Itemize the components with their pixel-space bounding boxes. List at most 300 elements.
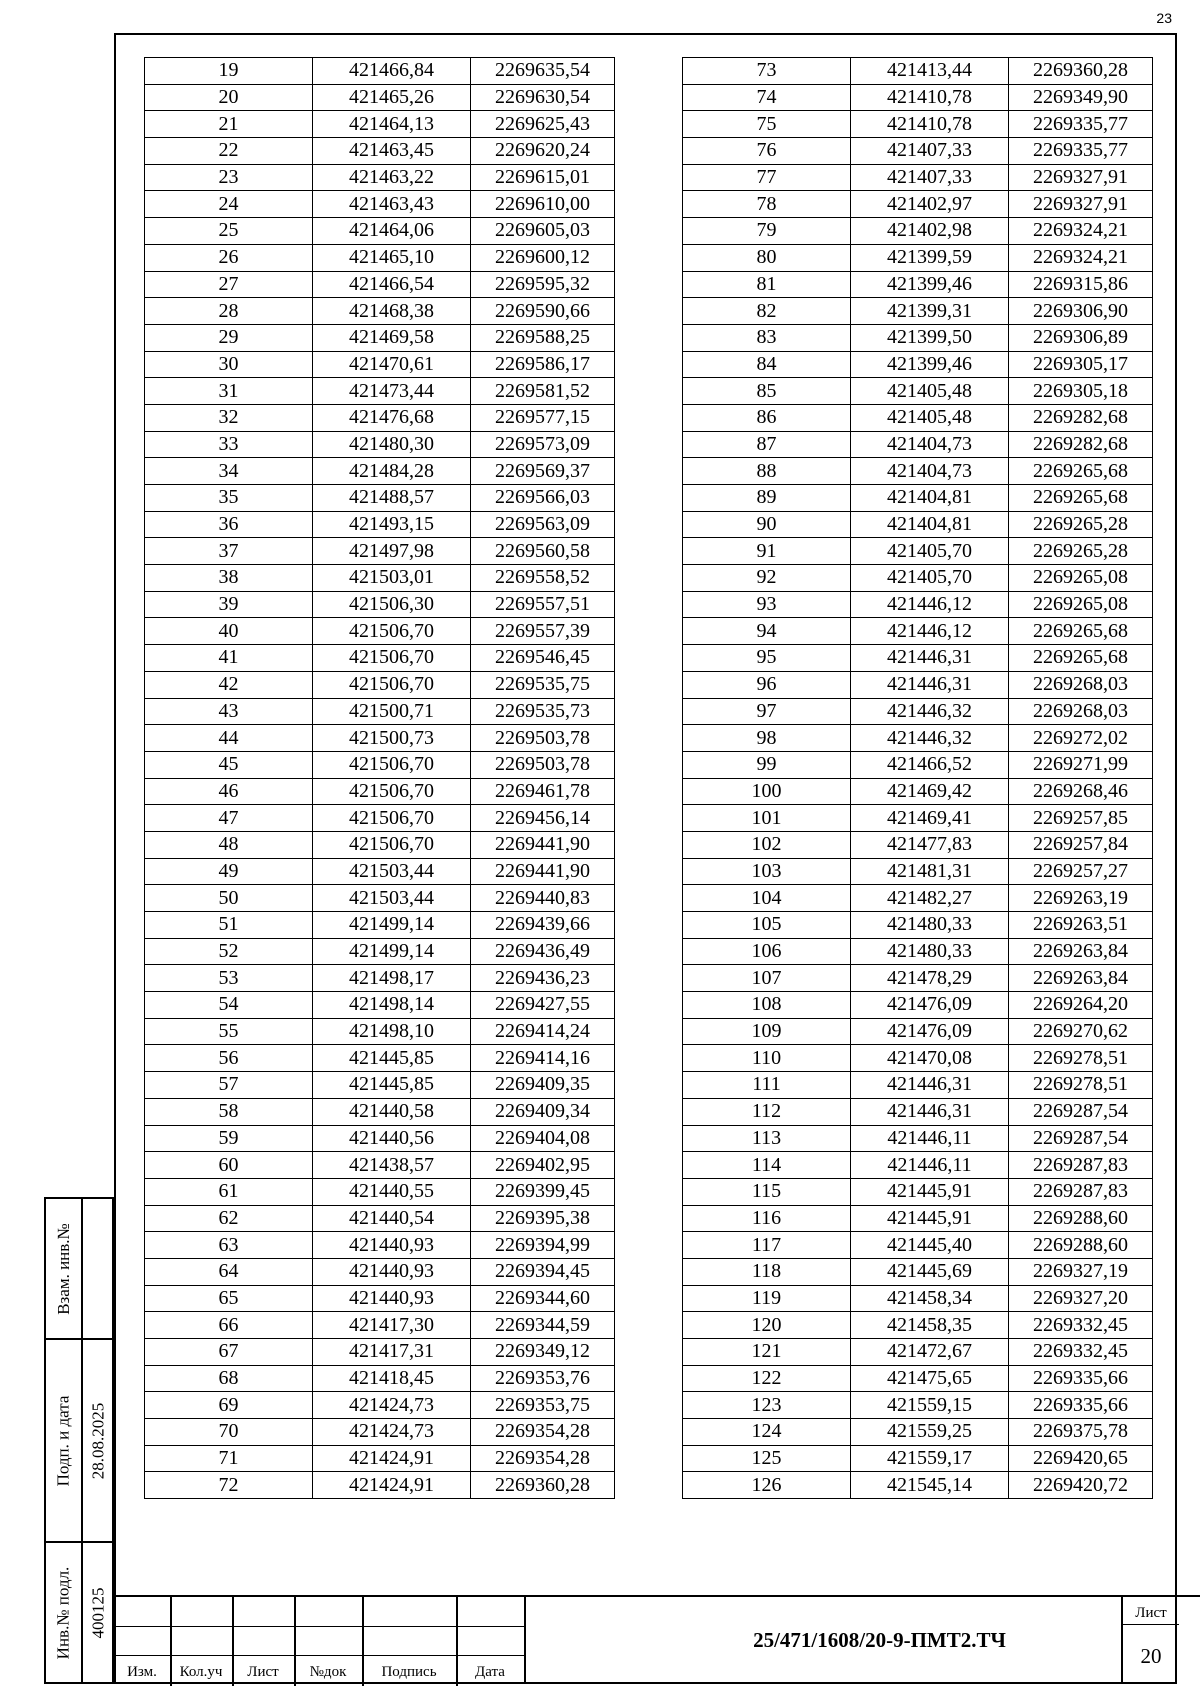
point-number: 46 bbox=[145, 778, 313, 805]
table-row bbox=[683, 698, 1153, 725]
point-number: 103 bbox=[683, 858, 851, 885]
podp-value: 28.08.2025 bbox=[88, 1402, 108, 1479]
coord-x: 421476,68 bbox=[313, 404, 471, 431]
point-number: 78 bbox=[683, 191, 851, 218]
point-number: 73 bbox=[683, 58, 851, 85]
coord-x: 421446,31 bbox=[851, 645, 1009, 672]
coord-x: 421464,06 bbox=[313, 218, 471, 245]
coord-y: 2269399,45 bbox=[471, 1178, 615, 1205]
point-number: 124 bbox=[683, 1419, 851, 1446]
table-row bbox=[683, 1045, 1153, 1072]
coord-x: 421410,78 bbox=[851, 111, 1009, 138]
coord-y: 2269335,77 bbox=[1009, 111, 1153, 138]
title-block-grid bbox=[114, 1595, 524, 1684]
coord-y: 2269305,18 bbox=[1009, 378, 1153, 405]
point-number: 34 bbox=[145, 458, 313, 485]
coord-x: 421506,70 bbox=[313, 778, 471, 805]
coord-x: 421404,81 bbox=[851, 485, 1009, 512]
coord-x: 421481,31 bbox=[851, 858, 1009, 885]
point-number: 94 bbox=[683, 618, 851, 645]
vzam-label: Взам. инв.№ bbox=[53, 1222, 73, 1315]
coord-x: 421559,15 bbox=[851, 1392, 1009, 1419]
coord-y: 2269306,90 bbox=[1009, 298, 1153, 325]
point-number: 87 bbox=[683, 431, 851, 458]
point-number: 22 bbox=[145, 138, 313, 165]
table-row bbox=[145, 58, 615, 85]
coord-y: 2269265,08 bbox=[1009, 591, 1153, 618]
coord-x: 421410,78 bbox=[851, 84, 1009, 111]
coord-y: 2269327,20 bbox=[1009, 1285, 1153, 1312]
point-number: 30 bbox=[145, 351, 313, 378]
point-number: 41 bbox=[145, 645, 313, 672]
coord-x: 421473,44 bbox=[313, 378, 471, 405]
table-row bbox=[145, 1472, 615, 1499]
coord-y: 2269573,09 bbox=[471, 431, 615, 458]
coord-y: 2269440,83 bbox=[471, 885, 615, 912]
table-row bbox=[683, 191, 1153, 218]
coord-y: 2269563,09 bbox=[471, 511, 615, 538]
coord-x: 421500,73 bbox=[313, 725, 471, 752]
coord-y: 2269420,72 bbox=[1009, 1472, 1153, 1499]
table-row bbox=[683, 805, 1153, 832]
table-row bbox=[683, 378, 1153, 405]
table-row bbox=[145, 645, 615, 672]
table-row bbox=[683, 431, 1153, 458]
coord-y: 2269278,51 bbox=[1009, 1072, 1153, 1099]
coord-y: 2269305,17 bbox=[1009, 351, 1153, 378]
coord-x: 421440,93 bbox=[313, 1285, 471, 1312]
point-number: 69 bbox=[145, 1392, 313, 1419]
coord-y: 2269324,21 bbox=[1009, 218, 1153, 245]
point-number: 74 bbox=[683, 84, 851, 111]
table-row bbox=[683, 885, 1153, 912]
coord-y: 2269287,54 bbox=[1009, 1098, 1153, 1125]
table-row bbox=[683, 778, 1153, 805]
point-number: 54 bbox=[145, 992, 313, 1019]
table-row bbox=[145, 751, 615, 778]
point-number: 59 bbox=[145, 1125, 313, 1152]
coord-x: 421417,30 bbox=[313, 1312, 471, 1339]
coord-y: 2269263,84 bbox=[1009, 965, 1153, 992]
point-number: 125 bbox=[683, 1445, 851, 1472]
point-number: 89 bbox=[683, 485, 851, 512]
coord-x: 421499,14 bbox=[313, 938, 471, 965]
table-row bbox=[683, 1312, 1153, 1339]
table-row bbox=[145, 618, 615, 645]
table-row bbox=[683, 1178, 1153, 1205]
coord-y: 2269272,02 bbox=[1009, 725, 1153, 752]
coord-y: 2269282,68 bbox=[1009, 404, 1153, 431]
coord-x: 421440,58 bbox=[313, 1098, 471, 1125]
point-number: 117 bbox=[683, 1232, 851, 1259]
point-number: 101 bbox=[683, 805, 851, 832]
point-number: 51 bbox=[145, 912, 313, 939]
point-number: 126 bbox=[683, 1472, 851, 1499]
table-row bbox=[683, 565, 1153, 592]
point-number: 77 bbox=[683, 164, 851, 191]
coord-y: 2269327,91 bbox=[1009, 191, 1153, 218]
coord-y: 2269265,68 bbox=[1009, 458, 1153, 485]
coord-y: 2269288,60 bbox=[1009, 1232, 1153, 1259]
coord-y: 2269590,66 bbox=[471, 298, 615, 325]
point-number: 114 bbox=[683, 1152, 851, 1179]
coord-x: 421445,85 bbox=[313, 1045, 471, 1072]
coord-x: 421404,81 bbox=[851, 511, 1009, 538]
sheet-box bbox=[1121, 1595, 1177, 1684]
coord-x: 421559,17 bbox=[851, 1445, 1009, 1472]
coord-x: 421405,70 bbox=[851, 538, 1009, 565]
point-number: 118 bbox=[683, 1258, 851, 1285]
table-row bbox=[683, 404, 1153, 431]
point-number: 109 bbox=[683, 1018, 851, 1045]
point-number: 75 bbox=[683, 111, 851, 138]
point-number: 80 bbox=[683, 244, 851, 271]
table-row bbox=[145, 271, 615, 298]
point-number: 32 bbox=[145, 404, 313, 431]
table-row bbox=[683, 992, 1153, 1019]
coord-y: 2269335,77 bbox=[1009, 138, 1153, 165]
coord-x: 421545,14 bbox=[851, 1472, 1009, 1499]
point-number: 72 bbox=[145, 1472, 313, 1499]
point-number: 36 bbox=[145, 511, 313, 538]
coord-y: 2269441,90 bbox=[471, 858, 615, 885]
coord-x: 421440,56 bbox=[313, 1125, 471, 1152]
point-number: 108 bbox=[683, 992, 851, 1019]
coord-x: 421559,25 bbox=[851, 1419, 1009, 1446]
table-row bbox=[683, 511, 1153, 538]
coord-y: 2269282,68 bbox=[1009, 431, 1153, 458]
coord-y: 2269327,91 bbox=[1009, 164, 1153, 191]
coord-y: 2269427,55 bbox=[471, 992, 615, 1019]
table-row bbox=[683, 1365, 1153, 1392]
point-number: 47 bbox=[145, 805, 313, 832]
coord-y: 2269354,28 bbox=[471, 1445, 615, 1472]
coord-x: 421407,33 bbox=[851, 164, 1009, 191]
point-number: 88 bbox=[683, 458, 851, 485]
table-row bbox=[145, 404, 615, 431]
point-number: 83 bbox=[683, 324, 851, 351]
sheet-number: 20 bbox=[1140, 1644, 1162, 1668]
table-row bbox=[145, 378, 615, 405]
coord-x: 421477,83 bbox=[851, 831, 1009, 858]
point-number: 29 bbox=[145, 324, 313, 351]
table-row bbox=[145, 1339, 615, 1366]
coord-y: 2269404,08 bbox=[471, 1125, 615, 1152]
table-row bbox=[683, 244, 1153, 271]
coord-x: 421405,48 bbox=[851, 404, 1009, 431]
table-row bbox=[683, 671, 1153, 698]
point-number: 92 bbox=[683, 565, 851, 592]
coord-y: 2269461,78 bbox=[471, 778, 615, 805]
coord-y: 2269265,28 bbox=[1009, 511, 1153, 538]
point-number: 52 bbox=[145, 938, 313, 965]
point-number: 110 bbox=[683, 1045, 851, 1072]
point-number: 120 bbox=[683, 1312, 851, 1339]
table-row bbox=[145, 1445, 615, 1472]
coord-y: 2269265,68 bbox=[1009, 618, 1153, 645]
table-row bbox=[145, 244, 615, 271]
coord-y: 2269360,28 bbox=[471, 1472, 615, 1499]
col-label-podpis: Подпись bbox=[381, 1664, 437, 1680]
coord-x: 421407,33 bbox=[851, 138, 1009, 165]
coord-x: 421472,67 bbox=[851, 1339, 1009, 1366]
coord-x: 421466,84 bbox=[313, 58, 471, 85]
table-row bbox=[683, 1205, 1153, 1232]
point-number: 115 bbox=[683, 1178, 851, 1205]
coord-y: 2269610,00 bbox=[471, 191, 615, 218]
coord-y: 2269263,84 bbox=[1009, 938, 1153, 965]
table-row bbox=[683, 1339, 1153, 1366]
coord-x: 421405,70 bbox=[851, 565, 1009, 592]
coord-y: 2269287,83 bbox=[1009, 1178, 1153, 1205]
coord-x: 421402,98 bbox=[851, 218, 1009, 245]
table-row bbox=[683, 138, 1153, 165]
table-row bbox=[145, 1312, 615, 1339]
coord-y: 2269503,78 bbox=[471, 751, 615, 778]
table-row bbox=[145, 671, 615, 698]
point-number: 98 bbox=[683, 725, 851, 752]
point-number: 122 bbox=[683, 1365, 851, 1392]
coord-x: 421476,09 bbox=[851, 992, 1009, 1019]
coord-x: 421470,61 bbox=[313, 351, 471, 378]
col-label-data: Дата bbox=[475, 1664, 505, 1680]
coord-x: 421463,45 bbox=[313, 138, 471, 165]
point-number: 58 bbox=[145, 1098, 313, 1125]
coord-y: 2269263,51 bbox=[1009, 912, 1153, 939]
coord-x: 421399,46 bbox=[851, 351, 1009, 378]
coord-x: 421506,70 bbox=[313, 645, 471, 672]
point-number: 97 bbox=[683, 698, 851, 725]
coord-y: 2269441,90 bbox=[471, 831, 615, 858]
table-row bbox=[683, 298, 1153, 325]
coord-y: 2269420,65 bbox=[1009, 1445, 1153, 1472]
point-number: 85 bbox=[683, 378, 851, 405]
table-row bbox=[145, 1205, 615, 1232]
point-number: 49 bbox=[145, 858, 313, 885]
page-number: 23 bbox=[1156, 10, 1172, 26]
table-row bbox=[145, 1392, 615, 1419]
coord-x: 421424,73 bbox=[313, 1419, 471, 1446]
coord-y: 2269588,25 bbox=[471, 324, 615, 351]
coord-y: 2269287,83 bbox=[1009, 1152, 1153, 1179]
coord-y: 2269263,19 bbox=[1009, 885, 1153, 912]
coord-y: 2269600,12 bbox=[471, 244, 615, 271]
coord-x: 421482,27 bbox=[851, 885, 1009, 912]
table-row bbox=[145, 191, 615, 218]
coord-y: 2269577,15 bbox=[471, 404, 615, 431]
point-number: 26 bbox=[145, 244, 313, 271]
podp-label: Подп. и дата bbox=[53, 1395, 73, 1486]
coord-y: 2269615,01 bbox=[471, 164, 615, 191]
coord-y: 2269264,20 bbox=[1009, 992, 1153, 1019]
table-row bbox=[683, 1472, 1153, 1499]
table-row bbox=[145, 324, 615, 351]
coord-x: 421484,28 bbox=[313, 458, 471, 485]
point-number: 96 bbox=[683, 671, 851, 698]
coord-y: 2269257,85 bbox=[1009, 805, 1153, 832]
point-number: 62 bbox=[145, 1205, 313, 1232]
point-number: 48 bbox=[145, 831, 313, 858]
coord-x: 421466,54 bbox=[313, 271, 471, 298]
coord-y: 2269265,08 bbox=[1009, 565, 1153, 592]
coord-y: 2269268,46 bbox=[1009, 778, 1153, 805]
table-row bbox=[145, 698, 615, 725]
coord-x: 421463,43 bbox=[313, 191, 471, 218]
col-label-izm: Изм. bbox=[127, 1664, 157, 1680]
point-number: 25 bbox=[145, 218, 313, 245]
coord-x: 421399,50 bbox=[851, 324, 1009, 351]
point-number: 45 bbox=[145, 751, 313, 778]
table-row bbox=[683, 538, 1153, 565]
table-row bbox=[145, 84, 615, 111]
coord-x: 421498,14 bbox=[313, 992, 471, 1019]
table-row bbox=[683, 1098, 1153, 1125]
point-number: 104 bbox=[683, 885, 851, 912]
coord-x: 421446,11 bbox=[851, 1125, 1009, 1152]
coord-y: 2269605,03 bbox=[471, 218, 615, 245]
coord-y: 2269581,52 bbox=[471, 378, 615, 405]
point-number: 86 bbox=[683, 404, 851, 431]
point-number: 38 bbox=[145, 565, 313, 592]
point-number: 95 bbox=[683, 645, 851, 672]
point-number: 43 bbox=[145, 698, 313, 725]
table-row bbox=[683, 218, 1153, 245]
col-label-ndok: №док bbox=[309, 1664, 347, 1680]
coord-x: 421446,31 bbox=[851, 1098, 1009, 1125]
table-row bbox=[683, 485, 1153, 512]
inv-value: 400125 bbox=[88, 1587, 108, 1638]
table-row bbox=[683, 645, 1153, 672]
col-label-kol-uch: Кол.уч bbox=[179, 1664, 223, 1680]
coord-x: 421466,52 bbox=[851, 751, 1009, 778]
table-row bbox=[683, 1419, 1153, 1446]
coord-x: 421503,01 bbox=[313, 565, 471, 592]
coord-x: 421445,40 bbox=[851, 1232, 1009, 1259]
coord-y: 2269354,28 bbox=[471, 1419, 615, 1446]
coord-x: 421446,12 bbox=[851, 618, 1009, 645]
table-row bbox=[145, 992, 615, 1019]
coord-y: 2269595,32 bbox=[471, 271, 615, 298]
coord-x: 421424,91 bbox=[313, 1445, 471, 1472]
coord-y: 2269349,90 bbox=[1009, 84, 1153, 111]
point-number: 79 bbox=[683, 218, 851, 245]
table-row bbox=[145, 1045, 615, 1072]
coord-y: 2269344,60 bbox=[471, 1285, 615, 1312]
coord-y: 2269414,24 bbox=[471, 1018, 615, 1045]
table-row bbox=[145, 885, 615, 912]
coord-y: 2269436,49 bbox=[471, 938, 615, 965]
coord-y: 2269409,35 bbox=[471, 1072, 615, 1099]
coord-y: 2269620,24 bbox=[471, 138, 615, 165]
table-row bbox=[145, 1258, 615, 1285]
coord-x: 421469,42 bbox=[851, 778, 1009, 805]
point-number: 67 bbox=[145, 1339, 313, 1366]
point-number: 39 bbox=[145, 591, 313, 618]
table-row bbox=[683, 725, 1153, 752]
point-number: 24 bbox=[145, 191, 313, 218]
coord-x: 421458,34 bbox=[851, 1285, 1009, 1312]
coord-y: 2269402,95 bbox=[471, 1152, 615, 1179]
table-row bbox=[683, 618, 1153, 645]
coord-x: 421446,32 bbox=[851, 725, 1009, 752]
point-number: 81 bbox=[683, 271, 851, 298]
coord-x: 421446,11 bbox=[851, 1152, 1009, 1179]
inv-label: Инв.№ подл. bbox=[53, 1566, 73, 1659]
coord-x: 421440,93 bbox=[313, 1232, 471, 1259]
coord-y: 2269395,38 bbox=[471, 1205, 615, 1232]
point-number: 31 bbox=[145, 378, 313, 405]
point-number: 27 bbox=[145, 271, 313, 298]
table-row bbox=[145, 938, 615, 965]
coord-x: 421470,08 bbox=[851, 1045, 1009, 1072]
table-row bbox=[683, 1285, 1153, 1312]
coord-x: 421440,55 bbox=[313, 1178, 471, 1205]
table-row bbox=[683, 1232, 1153, 1259]
coord-x: 421446,12 bbox=[851, 591, 1009, 618]
coord-y: 2269503,78 bbox=[471, 725, 615, 752]
point-number: 63 bbox=[145, 1232, 313, 1259]
point-number: 57 bbox=[145, 1072, 313, 1099]
table-row bbox=[683, 591, 1153, 618]
table-row bbox=[683, 111, 1153, 138]
title-block bbox=[114, 1595, 1177, 1684]
coord-x: 421503,44 bbox=[313, 858, 471, 885]
coord-y: 2269271,99 bbox=[1009, 751, 1153, 778]
table-row bbox=[145, 912, 615, 939]
table-row bbox=[145, 1125, 615, 1152]
coord-y: 2269557,51 bbox=[471, 591, 615, 618]
point-number: 121 bbox=[683, 1339, 851, 1366]
coord-x: 421500,71 bbox=[313, 698, 471, 725]
point-number: 99 bbox=[683, 751, 851, 778]
point-number: 68 bbox=[145, 1365, 313, 1392]
coord-y: 2269560,58 bbox=[471, 538, 615, 565]
coord-x: 421506,70 bbox=[313, 831, 471, 858]
coord-y: 2269327,19 bbox=[1009, 1258, 1153, 1285]
coord-y: 2269265,68 bbox=[1009, 645, 1153, 672]
coord-y: 2269278,51 bbox=[1009, 1045, 1153, 1072]
point-number: 40 bbox=[145, 618, 313, 645]
table-row bbox=[683, 351, 1153, 378]
table-row bbox=[145, 138, 615, 165]
table-row bbox=[145, 218, 615, 245]
point-number: 111 bbox=[683, 1072, 851, 1099]
table-row bbox=[145, 858, 615, 885]
coord-x: 421506,30 bbox=[313, 591, 471, 618]
point-number: 50 bbox=[145, 885, 313, 912]
coord-x: 421480,33 bbox=[851, 938, 1009, 965]
table-row bbox=[145, 805, 615, 832]
coord-x: 421440,93 bbox=[313, 1258, 471, 1285]
coord-x: 421404,73 bbox=[851, 431, 1009, 458]
coord-x: 421445,91 bbox=[851, 1178, 1009, 1205]
coord-y: 2269625,43 bbox=[471, 111, 615, 138]
point-number: 93 bbox=[683, 591, 851, 618]
table-row bbox=[145, 565, 615, 592]
table-row bbox=[683, 1125, 1153, 1152]
document-code: 25/471/1608/20-9-ПМТ2.ТЧ bbox=[753, 1628, 1006, 1652]
point-number: 84 bbox=[683, 351, 851, 378]
table-row bbox=[683, 858, 1153, 885]
coord-y: 2269287,54 bbox=[1009, 1125, 1153, 1152]
table-row bbox=[145, 511, 615, 538]
coord-x: 421445,91 bbox=[851, 1205, 1009, 1232]
coord-y: 2269349,12 bbox=[471, 1339, 615, 1366]
coord-x: 421424,73 bbox=[313, 1392, 471, 1419]
table-row bbox=[683, 58, 1153, 85]
point-number: 65 bbox=[145, 1285, 313, 1312]
col-label-list: Лист bbox=[247, 1664, 279, 1680]
